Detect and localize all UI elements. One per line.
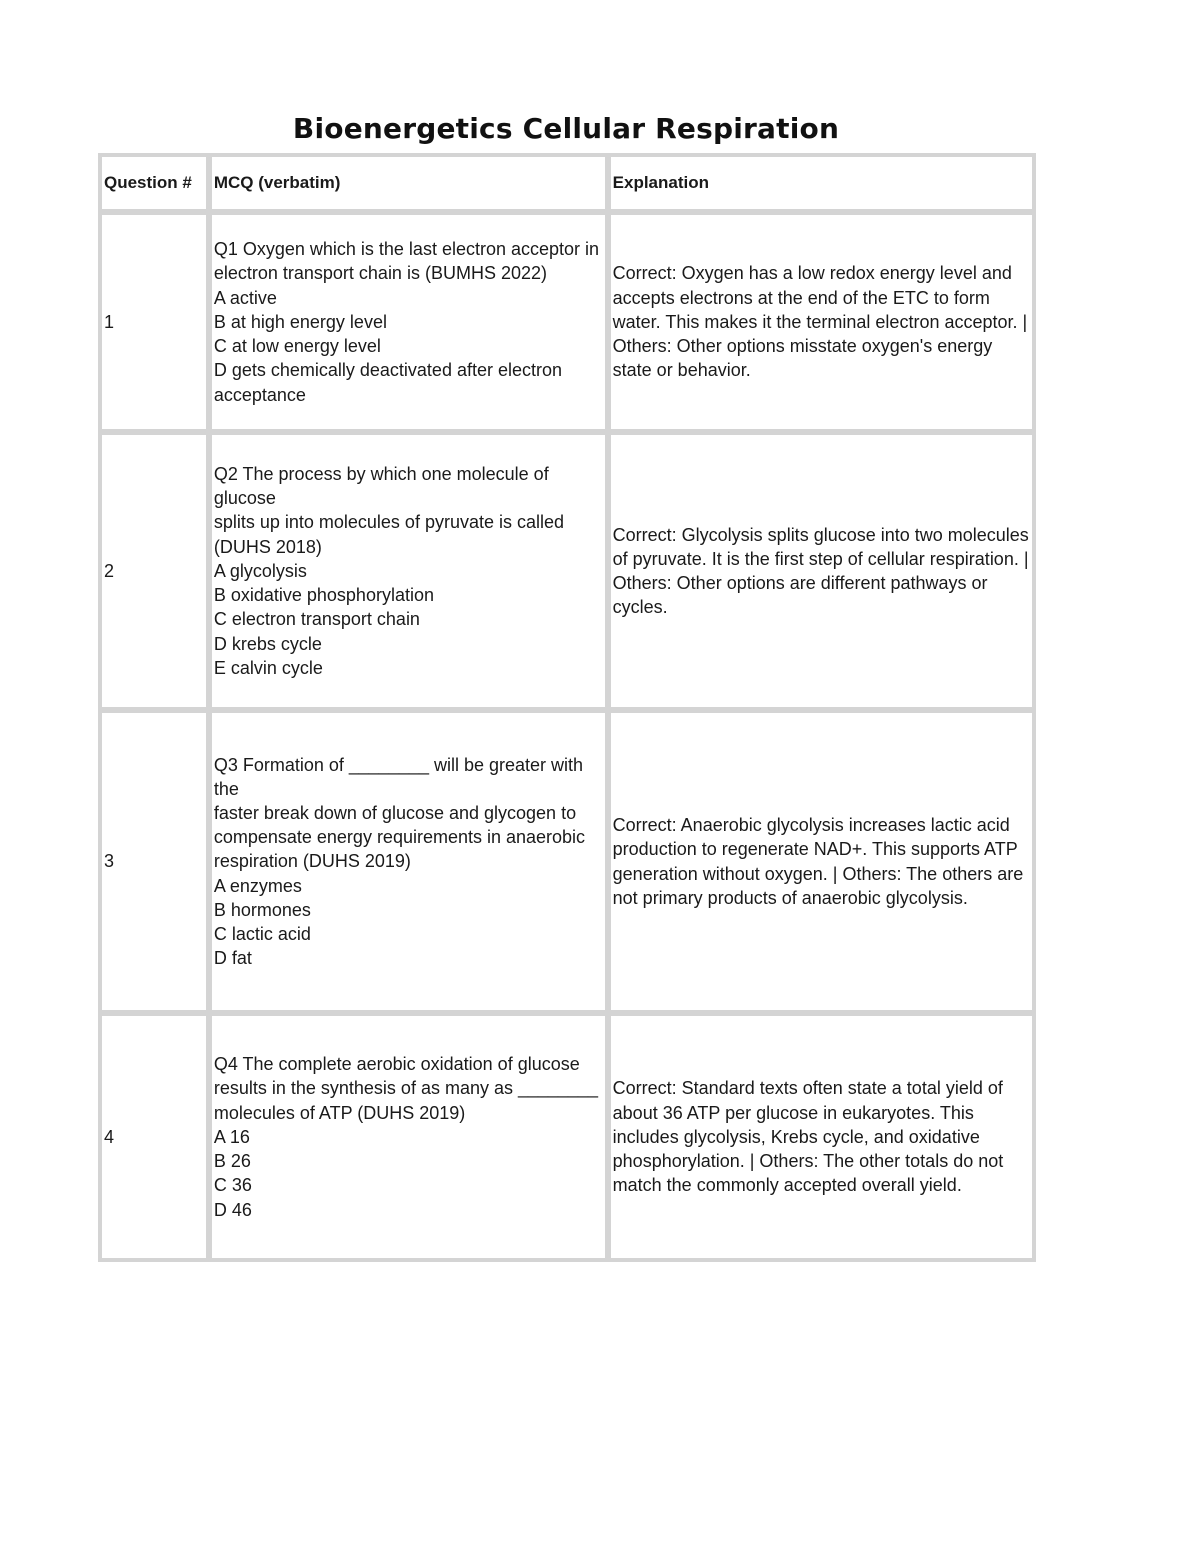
mcq-line: Q3 Formation of ________ will be greater with the (213, 754, 589, 799)
mcq-option: C at low energy level (213, 336, 381, 357)
question-number: 2 (100, 433, 208, 709)
mcq-option: A enzymes (213, 875, 302, 896)
explanation-cell: Correct: Glycolysis splits glucose into two molecules of pyruvate. It is the first step of cellular respiration. | Others: Other options are different pathways or cycles. (609, 433, 1034, 709)
mcq-line: molecules of ATP (DUHS 2019) (213, 1102, 466, 1123)
mcq-option: C lactic acid (213, 924, 311, 944)
mcq-option: B 26 (213, 1151, 251, 1172)
mcq-cell (210, 711, 607, 1012)
mcq-option: D gets chemically deactivated after electron acceptance (213, 360, 568, 405)
mcq-line: compensate energy requirements in anaerobic (213, 827, 586, 848)
explanation-cell: Correct: Standard texts often state a total yield of about 36 ATP per glucose in eukaryotes. This includes glycolysis, Krebs cycle, and oxidative phosphorylation. | Others: The other totals do not match the commonly accepted overall yield. (609, 1014, 1034, 1260)
mcq-line: respiration (DUHS 2019) (213, 851, 411, 872)
mcq-line: Q2 The process by which one molecule of glucose (213, 464, 554, 509)
mcq-option: A active (213, 287, 277, 308)
table-row (100, 433, 1034, 709)
mcq-option: A 16 (213, 1126, 250, 1147)
mcq-option: B hormones (213, 899, 311, 920)
mcq-option: A glycolysis (213, 560, 307, 581)
explanation-cell: Correct: Oxygen has a low redox energy level and accepts electrons at the end of the ETC to form water. This makes it the terminal electron acceptor. | Others: Other options misstate oxygen's energy state or behavior. (609, 213, 1034, 431)
mcq-line: faster break down of glucose and glycogen to (213, 802, 577, 823)
mcq-option: C 36 (213, 1175, 252, 1196)
mcq-cell (210, 213, 607, 431)
mcq-line: Q4 The complete aerobic oxidation of glucose (213, 1054, 580, 1075)
table-row (100, 213, 1034, 431)
header-explanation: Explanation (609, 155, 1034, 211)
header-mcq: MCQ (verbatim) (210, 155, 607, 211)
mcq-option: C electron transport chain (213, 609, 420, 630)
mcq-cell (210, 1014, 607, 1260)
mcq-option: D krebs cycle (213, 633, 322, 654)
table-header-row (100, 155, 1034, 211)
document-title: Bioenergetics Cellular Respiration (292, 112, 840, 145)
table-row (100, 711, 1034, 1012)
question-table (98, 153, 1036, 1262)
mcq-option: D fat (213, 948, 252, 969)
question-number: 4 (100, 1014, 208, 1260)
mcq-option: B oxidative phosphorylation (213, 585, 434, 606)
mcq-line: splits up into molecules of pyruvate is called (DUHS 2018) (213, 512, 570, 557)
mcq-line: results in the synthesis of as many as ________ (213, 1078, 599, 1099)
table-row (100, 1014, 1034, 1260)
mcq-option: B at high energy level (213, 311, 387, 332)
mcq-option: D 46 (213, 1199, 252, 1220)
mcq-cell (210, 433, 607, 709)
mcq-line: electron transport chain is (BUMHS 2022) (213, 263, 547, 284)
question-number: 3 (100, 711, 208, 1012)
question-number: 1 (100, 213, 208, 431)
explanation-cell: Correct: Anaerobic glycolysis increases lactic acid production to regenerate NAD+. This supports ATP generation without oxygen. | Others: The others are not primary products of anaerobic glycolysis. (609, 711, 1034, 1012)
header-question-number: Question # (100, 155, 208, 211)
mcq-line: Q1 Oxygen which is the last electron acceptor in (213, 239, 600, 260)
mcq-option: E calvin cycle (213, 657, 323, 678)
